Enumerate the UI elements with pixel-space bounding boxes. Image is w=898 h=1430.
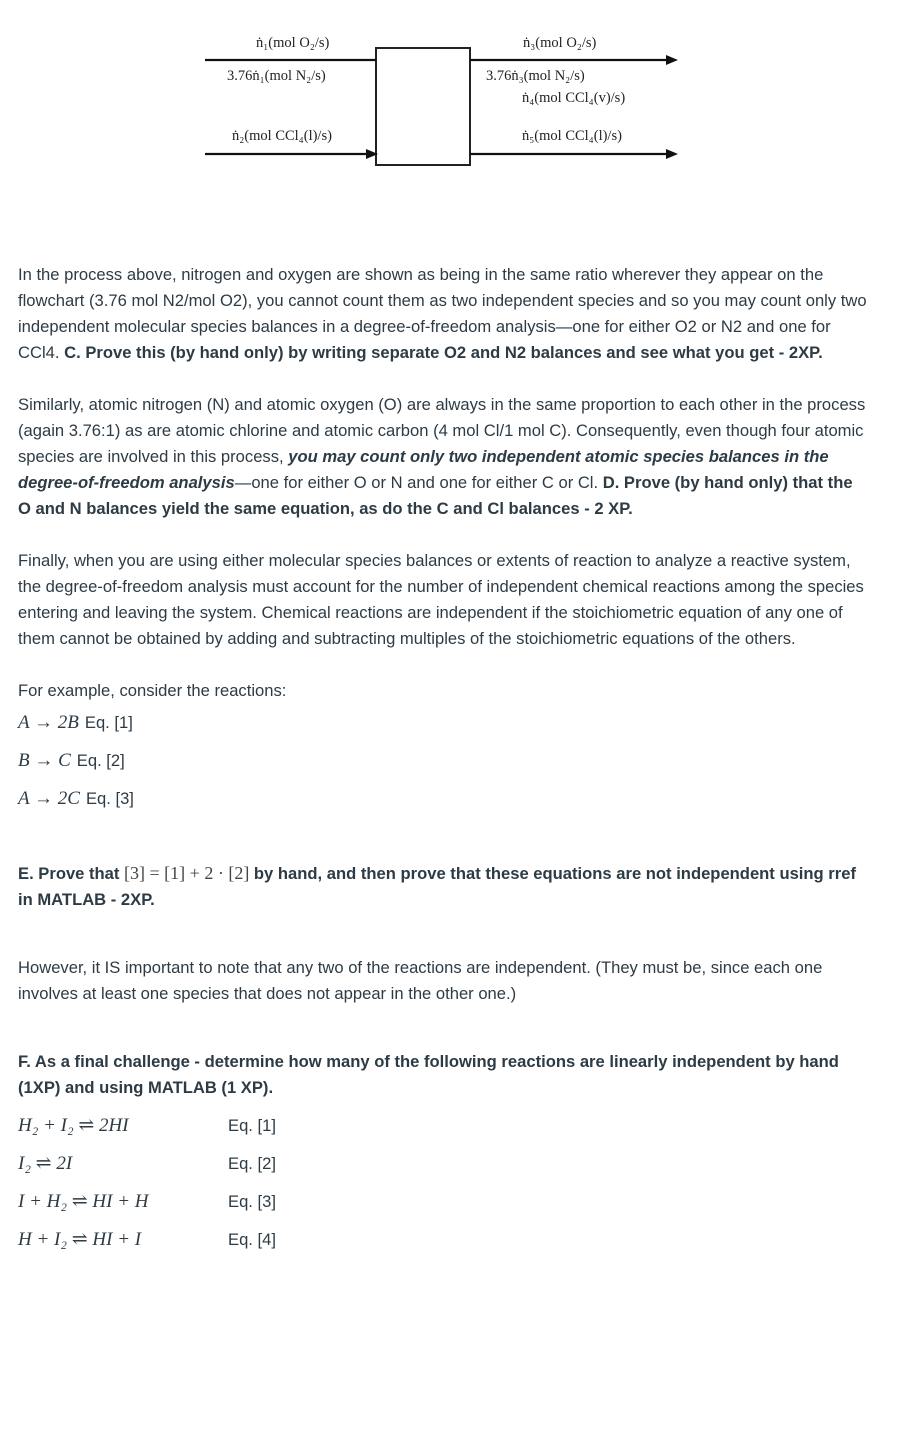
outlet-ccl4-liquid-label: ṅ₅(mol CCl₄(l)/s) <box>522 128 622 144</box>
part-e-prompt: E. Prove that [3] = [1] + 2 · [2] by hand, and then prove that these equations are not independent using rref in MATLAB - 2XP. <box>18 863 856 909</box>
paragraph-nitrogen-oxygen-ratio: In the process above, nitrogen and oxygen are shown as being in the same ratio wherever they appear on the flowchart (3.76 mol N2/mol O2), you cannot count them as two independent species and so you may count only two independent molecular species balances in a degree-of-freedom analysis—one for either O2 or N2 and one for CCl4. C. Prove this (by hand only) by writing separate O2 and N2 balances and see what you get - 2XP. <box>18 265 867 362</box>
hi-reaction-2: I₂ ⇌ 2I Eq. [2] <box>18 1153 276 1174</box>
outlet-ccl4-vapor-label: ṅ₄(mol CCl₄(v)/s) <box>522 90 626 106</box>
outlet-o2-label: ṅ₃(mol O₂/s) <box>523 35 597 51</box>
example-reaction-1: A → 2B Eq. [1] <box>18 712 133 733</box>
part-f-prompt: F. As a final challenge - determine how many of the following reactions are linearly independent by hand (1XP) and using MATLAB (1 XP). <box>18 1052 839 1097</box>
independent-atomic-species-emphasis: you may count only two independent atomic species balances in the degree-of-freedom analysis <box>18 447 829 492</box>
outlet-n2-label: 3.76ṅ₃(mol N₂/s) <box>486 68 585 84</box>
paragraph-atomic-species: Similarly, atomic nitrogen (N) and atomic oxygen (O) are always in the same proportion to each other in the process (again 3.76:1) as are atomic chlorine and atomic carbon (4 mol Cl/1 mol C). Consequently, even though four atomic species are involved in this process, you may count only two independent atomic species balances in the degree-of-freedom analysis—one for either O or N and one for either C or Cl. D. Prove (by hand only) that the O and N balances yield the same equation, as do the C and Cl balances - 2 XP. <box>18 395 866 518</box>
hi-reaction-4: H + I₂ ⇌ HI + I Eq. [4] <box>18 1229 276 1250</box>
part-d-prompt: D. Prove (by hand only) that the O and N balances yield the same equation, as do the C and Cl balances - 2 XP. <box>18 473 853 518</box>
part-e-equation: [3] = [1] + 2 · [2] <box>124 863 250 883</box>
process-unit-box <box>376 48 470 165</box>
document-body <box>18 262 868 1259</box>
outlet-stream-bottom-arrowhead <box>666 149 678 159</box>
inlet-o2-label: ṅ₁(mol O₂/s) <box>256 35 330 51</box>
hi-reaction-3: I + H₂ ⇌ HI + H Eq. [3] <box>18 1191 276 1212</box>
example-intro: For example, consider the reactions: <box>18 681 287 700</box>
paragraph-independent-reactions: Finally, when you are using either molecular species balances or extents of reaction to analyze a reactive system, the degree-of-freedom analysis must account for the number of independent chemical reactions among the species entering and leaving the system. Chemical reactions are independent if the stoichiometric equation of any one of them cannot be obtained by adding and subtracting multiples of the stoichiometric equations of the others. <box>18 551 864 648</box>
inlet-n2-label: 3.76ṅ₁(mol N₂/s) <box>227 68 326 84</box>
example-reaction-2: B → C Eq. [2] <box>18 750 125 771</box>
example-reaction-3: A → 2C Eq. [3] <box>18 788 134 809</box>
paragraph-any-two-independent: However, it IS important to note that any two of the reactions are independent. (They must be, since each one involves at least one species that does not appear in the other one.) <box>18 958 823 1003</box>
inlet-ccl4-liquid-label: ṅ₂(mol CCl₄(l)/s) <box>232 128 332 144</box>
part-c-prompt: C. Prove this (by hand only) by writing separate O2 and N2 balances and see what you get - 2XP. <box>64 343 823 362</box>
outlet-stream-top-arrowhead <box>666 55 678 65</box>
hi-reaction-1: H₂ + I₂ ⇌ 2HI Eq. [1] <box>18 1115 276 1136</box>
process-flowchart <box>200 30 690 170</box>
